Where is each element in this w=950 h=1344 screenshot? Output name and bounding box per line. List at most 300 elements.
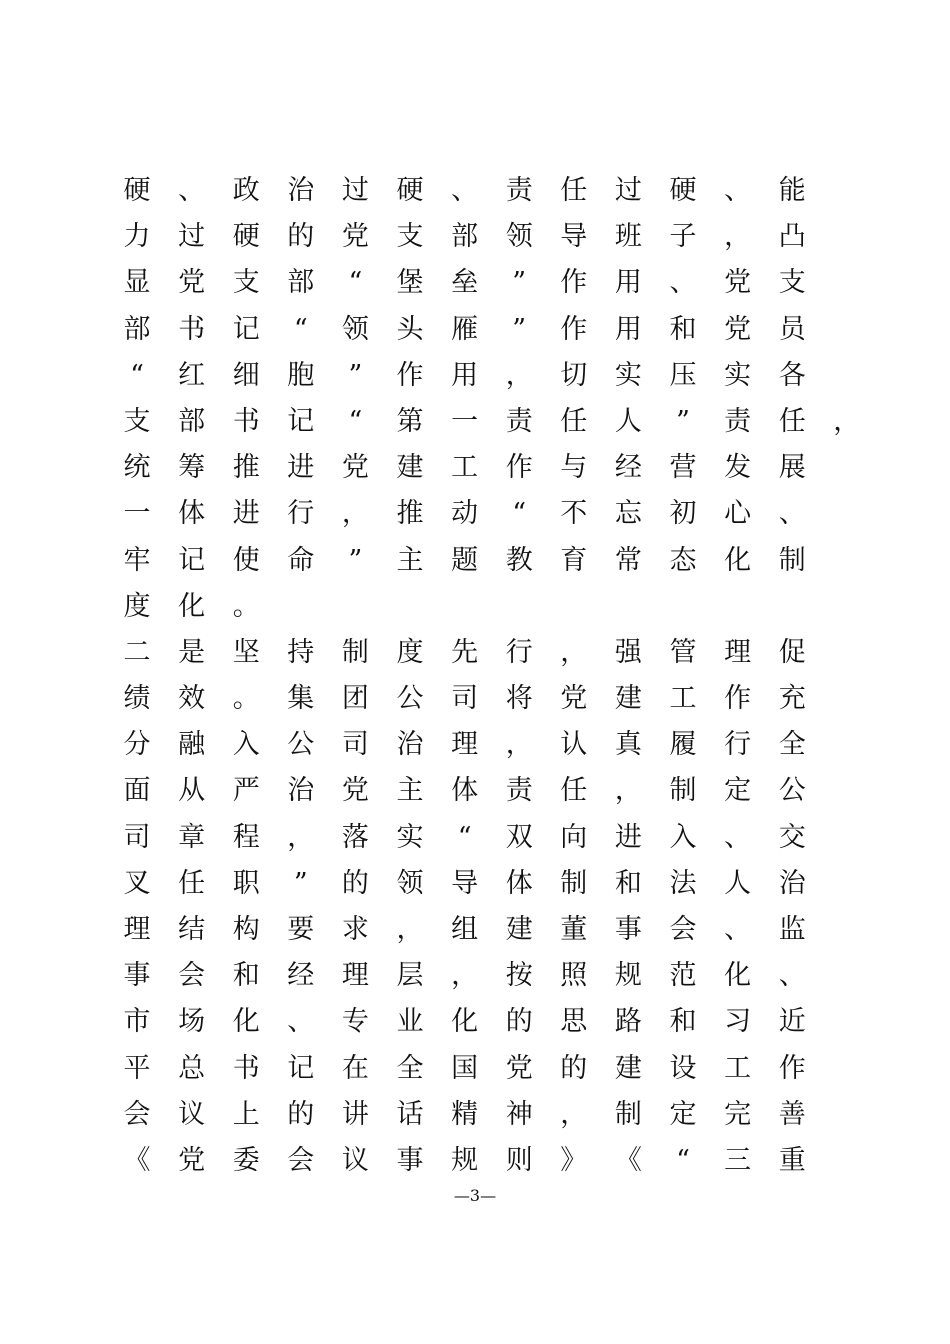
text-char: 能 [778,175,806,206]
text-char: 强 [614,636,642,668]
text-char: 工 [724,1052,752,1084]
text-char: 坚 [232,636,260,668]
text-char: 实 [724,359,752,391]
text-char: 职 [232,867,260,899]
text-char: 先 [451,636,479,668]
text-char: 组 [451,914,479,945]
text-char: ， [505,729,533,761]
text-char: “ [348,405,363,437]
text-char: 绩 [123,683,151,715]
text-char: 二 [123,636,151,668]
text-char: 专 [341,1006,369,1038]
text-char: 司 [123,821,151,853]
text-char: 精 [451,1098,479,1130]
text-char: 体 [451,775,479,807]
text-char: 过 [614,175,642,206]
text-char: 心 [724,498,752,530]
text-char: 建 [396,452,424,484]
text-char: 落 [341,821,369,853]
text-char: 书 [178,313,206,345]
text-char: 记 [178,544,206,576]
text-char: 事 [123,960,151,992]
text-char: ， [396,914,424,945]
text-char: 作 [778,1052,806,1084]
text-char: 进 [614,821,642,853]
text-char: 的 [287,1098,315,1130]
text-char: 分 [123,729,151,761]
text-char: 主 [396,544,424,576]
text-char: 、 [724,821,752,853]
text-char: 忘 [614,498,642,530]
text-char: 化 [451,1006,479,1038]
text-char: 硬 [232,221,260,253]
text-char: 育 [560,544,588,576]
text-char: 充 [778,683,806,715]
text-line [122,399,861,445]
text-char: 细 [232,359,260,391]
text-char: 体 [505,867,533,899]
text-char: 。 [232,683,260,715]
text-char: 主 [396,775,424,807]
text-char: ， [724,221,752,253]
text-char: 制 [778,544,806,576]
text-char: 近 [778,1006,806,1038]
text-char: ， [833,405,861,437]
text-char: 过 [178,221,206,253]
text-char: 和 [669,313,697,345]
text-char: 导 [451,867,479,899]
text-char: 则 [505,1144,533,1176]
text-char: 制 [669,775,697,807]
text-char: 会 [178,960,206,992]
text-char: 建 [614,683,642,715]
text-char: ， [560,1098,588,1130]
text-char: 任 [560,405,588,437]
text-char: 议 [178,1098,206,1130]
text-char: 、 [778,498,806,530]
text-char: 真 [614,729,642,761]
text-char: 和 [232,960,260,992]
text-char: 行 [287,498,315,530]
text-char: 红 [178,359,206,391]
text-char: 经 [614,452,642,484]
text-char: 责 [724,405,752,437]
text-char: 任 [178,867,206,899]
text-char: 班 [614,221,642,253]
text-line [122,168,852,214]
text-char: 党 [724,313,752,345]
text-char: 实 [396,821,424,853]
text-char: 作 [396,359,424,391]
text-char: 定 [669,1098,697,1130]
text-char: 理 [451,729,479,761]
text-char: 使 [232,544,260,576]
text-char: 命 [287,544,315,576]
text-char: 行 [724,729,752,761]
text-char: 按 [505,960,533,992]
text-char: 双 [505,821,533,853]
text-char: 党 [178,1144,206,1176]
text-char: 、 [724,175,752,206]
text-char: “ [348,267,363,299]
text-line [122,815,852,861]
text-char: “ [457,821,472,853]
text-char: 题 [451,544,479,576]
text-char: 会 [669,914,697,945]
text-char: 导 [560,221,588,253]
text-char: 委 [232,1144,260,1176]
text-line [122,353,852,399]
text-char: 教 [505,544,533,576]
text-char: 、 [287,1006,315,1038]
text-char: 效 [178,683,206,715]
text-char: 部 [287,267,315,299]
text-line [122,307,852,353]
text-char: 力 [123,221,151,253]
text-char: 设 [669,1052,697,1084]
text-char: 任 [560,175,588,206]
text-char: 法 [669,867,697,899]
text-char: 神 [505,1098,533,1130]
text-char: 行 [505,636,533,668]
text-char: 政 [232,175,260,206]
text-char: ” [348,359,363,391]
text-char: 层 [396,960,424,992]
text-char: 制 [560,867,588,899]
text-char: 头 [396,313,424,345]
text-char: 管 [669,636,697,668]
text-char: 度 [123,590,151,622]
text-char: 与 [560,452,588,484]
text-char: 治 [287,775,315,807]
text-char: 部 [451,221,479,253]
text-char: 人 [724,867,752,899]
text-char: 制 [341,636,369,668]
text-char: 体 [178,498,206,530]
text-char: 责 [505,405,533,437]
text-char: 将 [505,683,533,715]
text-char: 推 [232,452,260,484]
text-char: 场 [178,1006,206,1038]
text-char: 交 [778,821,806,853]
text-char: 话 [396,1098,424,1130]
text-char: 支 [396,221,424,253]
text-char: 记 [232,313,260,345]
text-char: 规 [451,1144,479,1176]
text-char: 司 [451,683,479,715]
text-char: 制 [614,1098,642,1130]
text-char: 会 [123,1098,151,1130]
text-char: 讲 [341,1098,369,1130]
text-char: 监 [778,914,806,945]
text-char: 的 [505,1006,533,1038]
text-char: 全 [778,729,806,761]
text-char: ” [293,867,308,899]
text-char: 、 [669,267,697,299]
text-char: 党 [724,267,752,299]
text-char: 上 [232,1098,260,1130]
text-char: 部 [123,313,151,345]
text-char: 雁 [451,313,479,345]
text-char: ” [512,267,527,299]
text-char: 《 [123,1144,151,1176]
text-line [122,999,852,1045]
text-char: 一 [123,498,151,530]
text-char: 书 [232,1052,260,1084]
text-char: ， [614,775,642,807]
text-char: ， [560,636,588,668]
text-char: ” [512,313,527,345]
text-char: 任 [560,775,588,807]
body-text [122,168,861,1184]
text-char: 路 [614,1006,642,1038]
text-char: 硬 [669,175,697,206]
text-char: 化 [178,590,206,622]
text-char: 严 [232,775,260,807]
text-char: 作 [560,267,588,299]
text-char: 切 [560,359,588,391]
text-char: 认 [560,729,588,761]
text-char: 治 [396,729,424,761]
text-char: 公 [287,729,315,761]
text-char: 公 [778,775,806,807]
text-char: 用 [451,359,479,391]
text-char: 范 [669,960,697,992]
text-char: 党 [341,452,369,484]
text-char: 理 [123,914,151,945]
text-char: 化 [232,1006,260,1038]
text-char: ， [451,960,479,992]
text-char: 党 [178,267,206,299]
text-char: 平 [123,1052,151,1084]
text-char: 党 [341,775,369,807]
text-line [122,491,852,537]
text-char: 国 [451,1052,479,1084]
text-char: 会 [287,1144,315,1176]
text-char: 在 [341,1052,369,1084]
text-char: 动 [451,498,479,530]
text-char: ， [505,359,533,391]
text-char: 理 [724,636,752,668]
text-char: 的 [287,221,315,253]
text-char: 支 [123,405,151,437]
text-char: 建 [505,914,533,945]
text-char: ， [287,821,315,853]
text-char: 人 [614,405,642,437]
text-char: 市 [123,1006,151,1038]
text-char: 凸 [778,221,806,253]
text-line [122,260,852,306]
text-char: 工 [451,452,479,484]
text-char: 党 [505,1052,533,1084]
text-char: 、 [778,960,806,992]
text-char: 总 [178,1052,206,1084]
text-char: 治 [778,867,806,899]
text-char: 持 [287,636,315,668]
text-char: ” [676,405,690,437]
text-char: 三 [724,1144,752,1176]
text-line [122,1092,852,1138]
text-char: 常 [614,544,642,576]
text-char: 第 [396,405,424,437]
text-char: 作 [724,683,752,715]
text-char: 作 [560,313,588,345]
text-char: 议 [341,1144,369,1176]
text-char: 统 [123,452,151,484]
text-line [122,445,852,491]
text-char: 程 [232,821,260,853]
text-char: 结 [178,914,206,945]
text-char: 入 [232,729,260,761]
text-char: 进 [232,498,260,530]
text-char: 、 [451,175,479,206]
text-char: 《 [614,1144,642,1176]
text-line [122,538,852,584]
text-char: 实 [614,359,642,391]
text-char: 化 [724,544,752,576]
text-char: 章 [178,821,206,853]
text-char: 要 [287,914,315,945]
text-char: 发 [724,452,752,484]
text-line [122,676,852,722]
text-char: 筹 [178,452,206,484]
text-char: 党 [560,683,588,715]
text-char: 任 [778,405,806,437]
text-char: 初 [669,498,697,530]
text-char: 化 [724,960,752,992]
text-char: 董 [560,914,588,945]
text-char: 公 [396,683,424,715]
text-char: 经 [287,960,315,992]
text-char: 、 [724,914,752,945]
text-char: 融 [178,729,206,761]
text-char: 司 [341,729,369,761]
text-char: ， [341,498,369,530]
text-char: 治 [287,175,315,206]
text-char: 推 [396,498,424,530]
text-char: 习 [724,1006,752,1038]
text-char: 领 [396,867,424,899]
text-char: 建 [614,1052,642,1084]
text-char: 完 [724,1098,752,1130]
text-char: 和 [669,1006,697,1038]
text-char: 度 [396,636,424,668]
text-line [122,1046,852,1092]
text-char: 领 [341,313,369,345]
text-char: 责 [505,775,533,807]
text-char: 展 [778,452,806,484]
text-char: 垒 [451,267,479,299]
text-line [122,214,852,260]
text-char: 过 [341,175,369,206]
text-char: 工 [669,683,697,715]
text-char: 用 [614,313,642,345]
text-char: 子 [669,221,697,253]
text-char: 领 [505,221,533,253]
text-char: 促 [778,636,806,668]
text-char: 定 [724,775,752,807]
text-char: 事 [396,1144,424,1176]
text-line [122,1138,852,1184]
text-char: 团 [341,683,369,715]
text-char: 事 [614,914,642,945]
text-line [122,630,852,676]
text-char: 记 [287,405,315,437]
text-char: 显 [123,267,151,299]
text-char: 履 [669,729,697,761]
text-char: 的 [341,867,369,899]
text-char: 。 [232,590,260,622]
text-line [122,953,852,999]
text-char: 党 [341,221,369,253]
text-char: 是 [178,636,206,668]
text-char: “ [130,359,144,391]
text-char: 态 [669,544,697,576]
text-line [122,584,852,630]
text-char: 照 [560,960,588,992]
text-char: 和 [614,867,642,899]
text-char: 、 [178,175,206,206]
text-line [122,768,852,814]
text-char: 记 [287,1052,315,1084]
text-char: 用 [614,267,642,299]
text-char: 求 [341,914,369,945]
text-char: 责 [505,175,533,206]
text-char: 支 [778,267,806,299]
text-char: 构 [232,914,260,945]
text-char: 胞 [287,359,315,391]
text-line [122,722,852,768]
text-char: “ [512,498,527,530]
text-char: 书 [232,405,260,437]
text-char: 业 [396,1006,424,1038]
text-char: 入 [669,821,697,853]
text-char: “ [676,1144,690,1176]
text-char: 支 [232,267,260,299]
text-char: 硬 [123,175,151,206]
text-char: 作 [505,452,533,484]
text-char: 叉 [123,867,151,899]
text-char: 集 [287,683,315,715]
text-char: 硬 [396,175,424,206]
text-char: 向 [560,821,588,853]
text-char: 进 [287,452,315,484]
text-char: 一 [451,405,479,437]
text-char: 》 [560,1144,588,1176]
text-char: 从 [178,775,206,807]
text-char: 重 [778,1144,806,1176]
text-line [122,907,852,953]
text-char: 理 [341,960,369,992]
text-char: “ [293,313,308,345]
text-char: 的 [560,1052,588,1084]
text-char: 堡 [396,267,424,299]
page-number: —3— [453,1186,497,1205]
text-char: 面 [123,775,151,807]
text-line [122,861,852,907]
text-char: 各 [778,359,806,391]
text-char: 牢 [123,544,151,576]
text-char: 思 [560,1006,588,1038]
text-char: 全 [396,1052,424,1084]
text-char: 员 [778,313,806,345]
text-char: 规 [614,960,642,992]
text-char: ” [348,544,363,576]
text-char: 压 [669,359,697,391]
text-char: 部 [178,405,206,437]
text-char: 不 [560,498,588,530]
text-char: 营 [669,452,697,484]
